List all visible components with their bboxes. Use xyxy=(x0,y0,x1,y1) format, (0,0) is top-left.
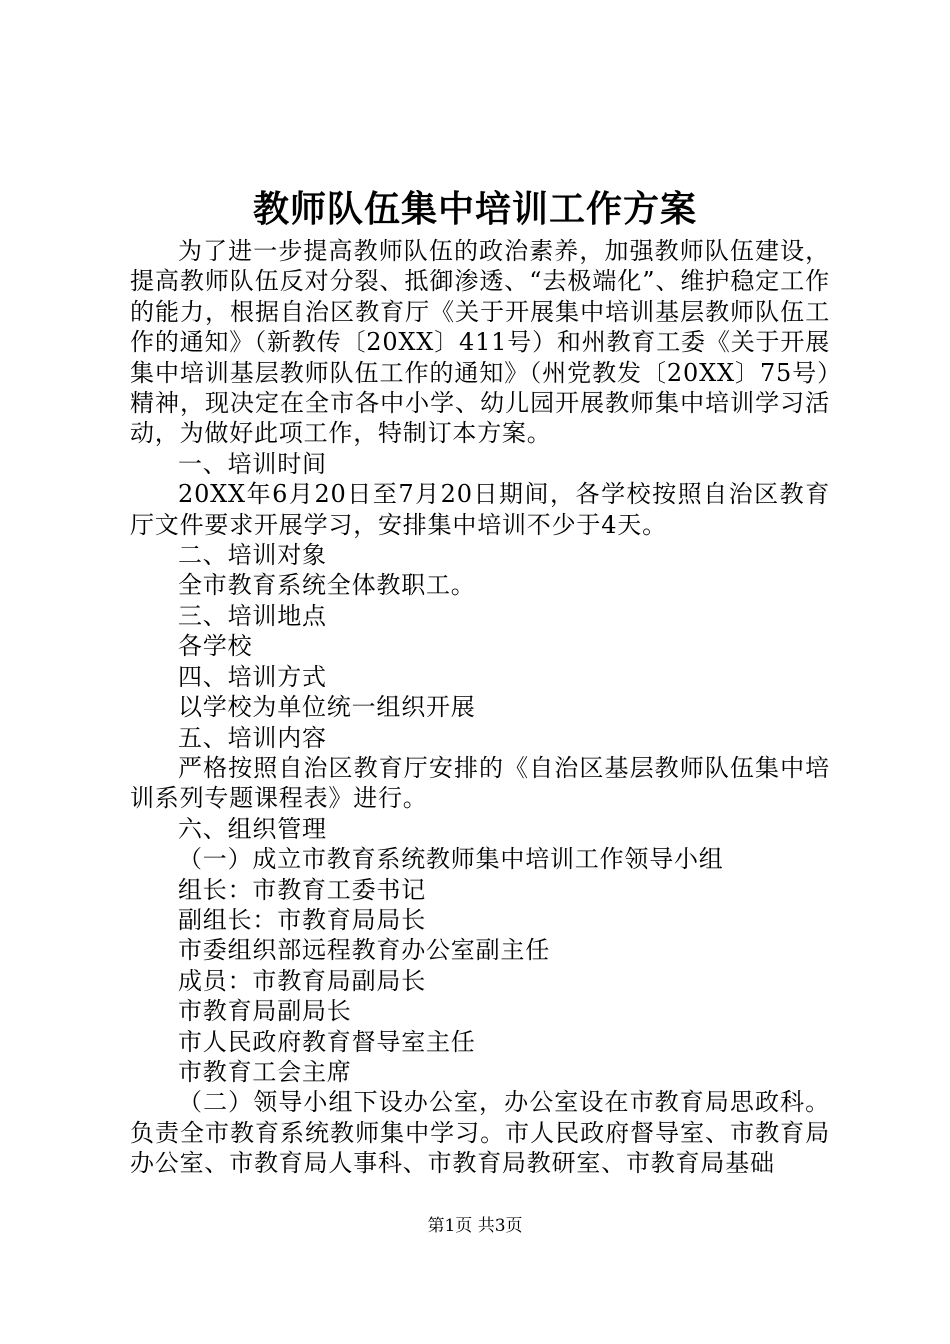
paragraph-content: 严格按照自治区教育厅安排的《自治区基层教师队伍集中培训系列专题课程表》进行。 xyxy=(130,753,830,813)
section-heading-time: 一、培训时间 xyxy=(178,449,327,478)
section-heading-location: 三、培训地点 xyxy=(178,601,327,630)
member-line: 市人民政府教育督导室主任 xyxy=(178,1027,476,1056)
paragraph-target: 全市教育系统全体教职工。 xyxy=(178,571,476,600)
member-line: 组长：市教育工委书记 xyxy=(178,875,426,904)
member-line: 市教育工会主席 xyxy=(178,1057,352,1086)
section-heading-target: 二、培训对象 xyxy=(178,541,327,570)
paragraph-time: 20XX年6月20日至7月20日期间，各学校按照自治区教育厅文件要求开展学习，安排集中培训不少于4天。 xyxy=(130,480,830,539)
section-heading-method: 四、培训方式 xyxy=(178,662,327,691)
paragraph-intro: 为了进一步提高教师队伍的政治素养，加强教师队伍建设，提高教师队伍反对分裂、抵御渗透、“去极端化”、维护稳定工作的能力，根据自治区教育厅《关于开展集中培训基层教师队伍工作的通知》（新教传〔20XX〕411号）和州教育工委《关于开展集中培训基层教师队伍工作的通知》（州党教发〔20XX〕75号）精神，现决定在全市各中小学、幼儿园开展教师集中培训学习活动，为做好此项工作，特制订本方案。 xyxy=(130,237,830,448)
paragraph-method: 以学校为单位统一组织开展 xyxy=(178,693,476,722)
subsection-office: （二）领导小组下设办公室，办公室设在市教育局思政科。负责全市教育系统教师集中学习。市人民政府督导室、市教育局办公室、市教育局人事科、市教育局教研室、市教育局基础 xyxy=(130,1088,830,1178)
member-line: 市委组织部远程教育办公室副主任 xyxy=(178,936,550,965)
document-title: 教师队伍集中培训工作方案 xyxy=(252,188,697,230)
subsection-leading-group: （一）成立市教育系统教师集中培训工作领导小组 xyxy=(178,845,724,874)
member-line: 市教育局副局长 xyxy=(178,997,352,1026)
page-number: 第1页 共3页 xyxy=(427,1216,523,1236)
member-line: 成员：市教育局副局长 xyxy=(178,966,426,995)
section-heading-management: 六、组织管理 xyxy=(178,814,327,843)
member-line: 副组长：市教育局局长 xyxy=(178,905,426,934)
document-body xyxy=(130,236,830,1179)
section-heading-content: 五、培训内容 xyxy=(178,723,327,752)
paragraph-location: 各学校 xyxy=(178,632,253,661)
